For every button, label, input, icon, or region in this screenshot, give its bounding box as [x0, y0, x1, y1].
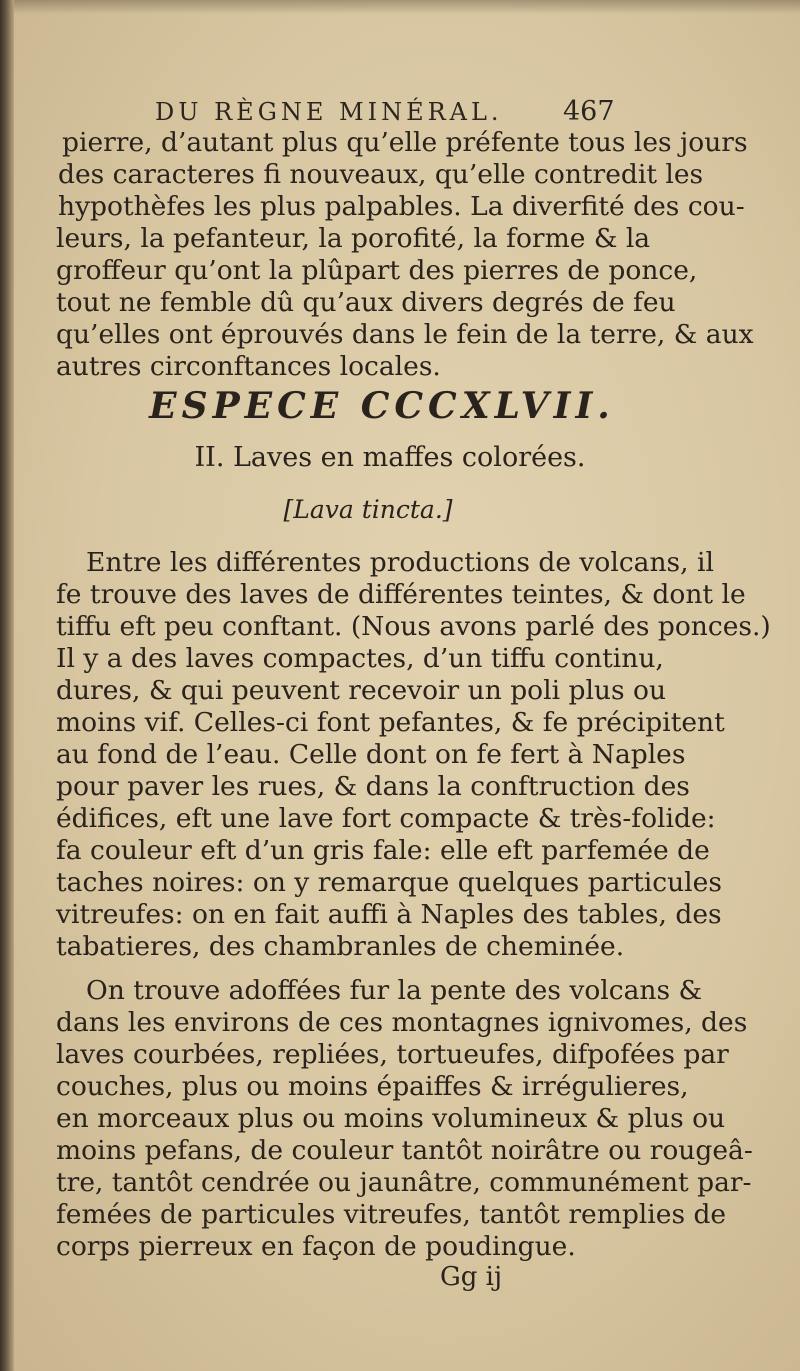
text-line: groffeur qu’ont la plûpart des pierres de ponce, — [56, 255, 698, 286]
text-line: des caracteres fi nouveaux, qu’elle contredit les — [58, 159, 704, 190]
text-line: taches noires: on y remarque quelques particules — [56, 867, 722, 898]
page-binding — [0, 0, 14, 1371]
text-line: tre, tantôt cendrée ou jaunâtre, communément par- — [56, 1167, 752, 1198]
page-number: 467 — [563, 96, 615, 127]
text-line: moins pefans, de couleur tantôt noirâtre ou rougeâ- — [56, 1135, 753, 1166]
text-line: femées de particules vitreufes, tantôt remplies de — [56, 1199, 727, 1230]
text-line: au fond de l’eau. Celle dont on fe fert à Naples — [56, 739, 686, 770]
text-line: laves courbées, repliées, tortueufes, difpofées par — [56, 1039, 729, 1070]
latin-name: [Lava tincta.] — [283, 495, 453, 524]
text-line: tout ne femble dû qu’aux divers degrés de feu — [56, 287, 676, 318]
text-line: fe trouve des laves de différentes teintes, & dont le — [56, 579, 746, 610]
text-line: vitreufes: on en fait auffi à Naples des tables, des — [56, 899, 722, 930]
text-line: couches, plus ou moins épaiffes & irrégulieres, — [56, 1071, 689, 1102]
text-line: fa couleur eft d’un gris fale: elle eft parfemée de — [56, 835, 710, 866]
text-line: pierre, d’autant plus qu’elle préfente tous les jours — [62, 127, 748, 158]
section-subtitle: II. Laves en maffes colorées. — [194, 442, 586, 473]
text-line: On trouve adoffées fur la pente des volcans & — [86, 975, 703, 1006]
text-line: Il y a des laves compactes, d’un tiffu continu, — [56, 643, 664, 674]
text-line: leurs, la pefanteur, la porofité, la forme & la — [56, 223, 651, 254]
text-line: corps pierreux en façon de poudingue. — [56, 1231, 576, 1262]
page-top-shadow — [14, 0, 800, 14]
text-line: moins vif. Celles-ci font pefantes, & fe précipitent — [56, 707, 725, 738]
signature-mark: Gg ij — [440, 1262, 503, 1292]
text-line: édifices, eft une lave fort compacte & très-folide: — [56, 803, 716, 834]
text-line: Entre les différentes productions de volcans, il — [86, 547, 714, 578]
text-line: autres circonftances locales. — [56, 351, 441, 382]
text-line: en morceaux plus ou moins volumineux & plus ou — [56, 1103, 726, 1134]
running-head: DU RÈGNE MINÉRAL. — [155, 98, 503, 126]
text-line: tabatieres, des chambranles de cheminée. — [56, 931, 625, 962]
text-line: dans les environs de ces montagnes ignivomes, des — [56, 1007, 748, 1038]
text-line: tiffu eft peu conftant. (Nous avons parlé des ponces.) — [56, 611, 771, 642]
text-line: hypothèfes les plus palpables. La diverfité des cou- — [58, 191, 745, 222]
species-heading: ESPECE CCCXLVII. — [149, 385, 615, 427]
text-line: qu’elles ont éprouvés dans le fein de la terre, & aux — [56, 319, 754, 350]
text-line: pour paver les rues, & dans la conftruction des — [56, 771, 690, 802]
text-line: dures, & qui peuvent recevoir un poli plus ou — [56, 675, 667, 706]
